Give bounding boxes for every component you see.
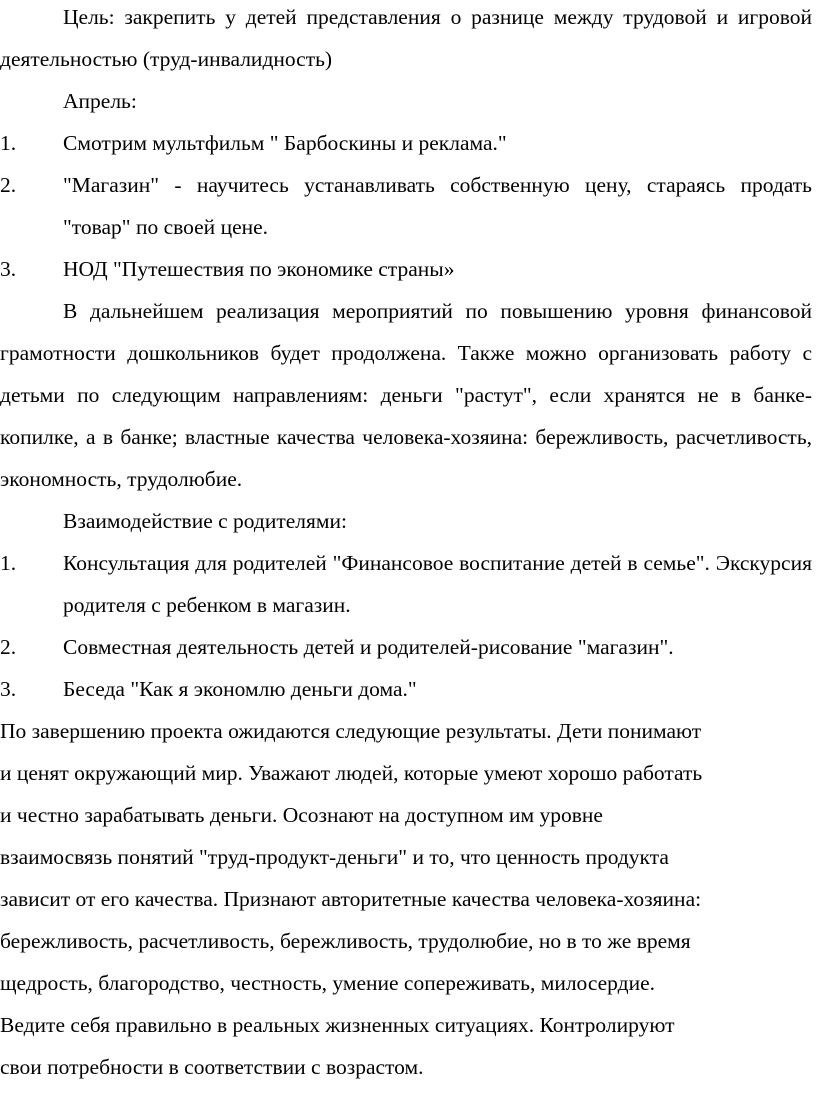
parents-heading: Взаимодействие с родителями:: [63, 509, 348, 533]
results-line: Ведите себя правильно в реальных жизненных ситуациях. Контролируют: [0, 1013, 675, 1037]
list-number: 1.: [0, 131, 17, 155]
april-list-item-2: [0, 164, 812, 248]
parents-list-item-3: [0, 668, 812, 710]
goal-paragraph: Цель: закрепить у детей представления о разнице между трудовой и игровой деятельностью (труд-инвалидность): [0, 5, 812, 71]
list-text: НОД "Путешествия по экономике страны»: [63, 257, 455, 281]
results-line: и ценят окружающий мир. Уважают людей, которые умеют хорошо работать: [0, 761, 703, 785]
results-line: и честно зарабатывать деньги. Осознают на доступном им уровне: [0, 803, 603, 827]
list-text: "Магазин" - научитесь устанавливать собственную цену, стараясь продать "товар" по своей цене.: [63, 173, 812, 239]
april-list-item-3: [0, 248, 812, 290]
results-line: свои потребности в соответствии с возрастом.: [0, 1055, 424, 1079]
parents-list-item-1: [0, 542, 812, 626]
april-heading: Апрель:: [63, 89, 137, 113]
results-line: бережливость, расчетливость, бережливость, трудолюбие, но в то же время: [0, 929, 691, 953]
results-line: зависит от его качества. Признают авторитетные качества человека-хозяина:: [0, 887, 702, 911]
list-text: Беседа "Как я экономлю деньги дома.": [63, 677, 417, 701]
further-paragraph: В дальнейшем реализация мероприятий по повышению уровня финансовой грамотности дошкольников будет продолжена. Также можно организовать работу с детьми по следующим направлениям: деньги "растут", если хранятся не в банке-копилке, а в банке; властные качества человека-хозяина: бережливость, расчетливость, экономность, трудолюбие.: [0, 299, 812, 491]
list-text: Совместная деятельность детей и родителей-рисование "магазин".: [63, 635, 674, 659]
list-text: Консультация для родителей "Финансовое воспитание детей в семье". Экскурсия родителя с ребенком в магазин.: [63, 551, 812, 617]
list-number: 2.: [0, 635, 17, 659]
april-list-item-1: [0, 122, 812, 164]
list-number: 2.: [0, 173, 17, 197]
parents-list-item-2: [0, 626, 812, 668]
results-line: щедрость, благородство, честность, умение сопереживать, милосердие.: [0, 971, 656, 995]
list-text: Смотрим мультфильм " Барбоскины и реклама.": [63, 131, 507, 155]
results-line: По завершению проекта ожидаются следующие результаты. Дети понимают: [0, 719, 702, 743]
list-number: 3.: [0, 677, 17, 701]
list-number: 1.: [0, 551, 17, 575]
results-paragraph: [0, 710, 812, 1088]
list-number: 3.: [0, 257, 17, 281]
results-line: взаимосвязь понятий "труд-продукт-деньги" и то, что ценность продукта: [0, 845, 669, 869]
